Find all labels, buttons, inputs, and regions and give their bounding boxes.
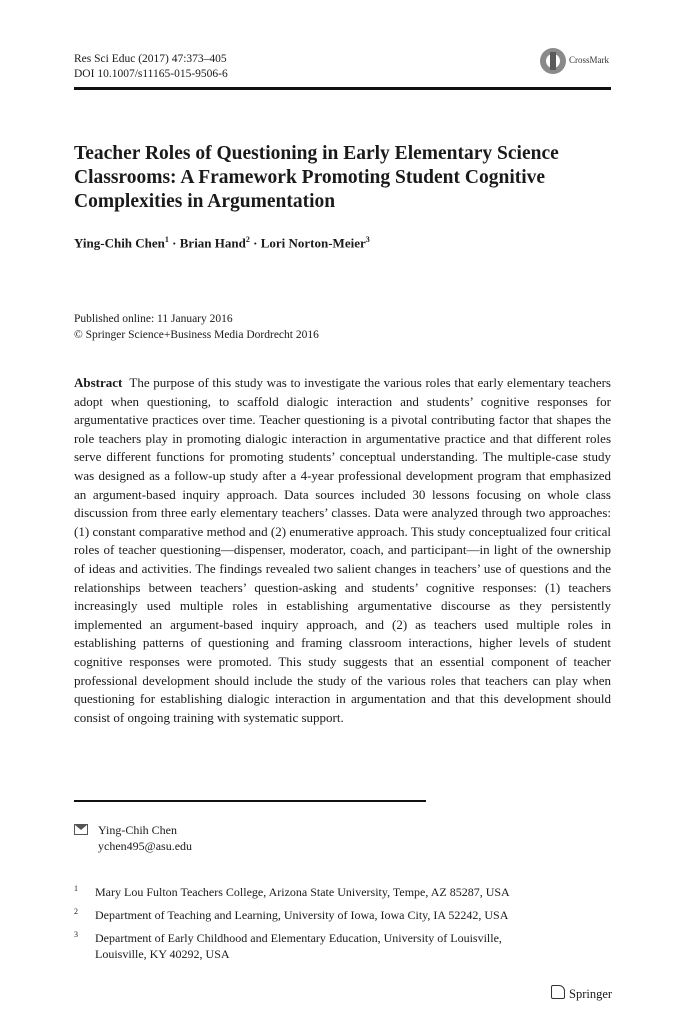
doi-line: DOI 10.1007/s11165-015-9506-6 (74, 68, 228, 80)
author-separator: · (253, 235, 258, 251)
header-divider (74, 87, 611, 90)
author-name[interactable]: Brian Hand (179, 235, 246, 251)
author-separator: · (172, 235, 177, 251)
abstract-label: Abstract (74, 375, 123, 390)
article-title: Teacher Roles of Questioning in Early Elementary Science Classrooms: A Framework Promoting Student Cognitive Complexities in Argumentation (74, 143, 559, 212)
affiliation-text: Mary Lou Fulton Teachers College, Arizona State University, Tempe, AZ 85287, USA (95, 885, 510, 899)
journal-line: Res Sci Educ (2017) 47:373–405 (74, 53, 227, 65)
publication-info (74, 311, 319, 343)
publisher-logo (551, 985, 612, 1002)
journal-citation (74, 52, 228, 82)
corresponding-email[interactable]: ychen495@asu.edu (98, 839, 193, 853)
footnote-divider (74, 800, 426, 802)
publisher-name: Springer (569, 987, 613, 1001)
correspondence (74, 822, 192, 854)
affiliation-text: Department of Early Childhood and Elementary Education, University of Louisville, Louisville, KY 40292, USA (95, 931, 502, 961)
published-date: Published online: 11 January 2016 (74, 313, 233, 325)
affiliation (74, 930, 544, 962)
author-name[interactable]: Lori Norton-Meier (260, 235, 366, 251)
author-name[interactable]: Ying-Chih Chen (74, 235, 165, 251)
author-affiliation-marker: 3 (365, 235, 370, 244)
corresponding-author: Ying-Chih Chen (98, 823, 178, 837)
crossmark-icon (540, 48, 566, 74)
affiliation-number: 3 (74, 930, 78, 939)
affiliation (74, 884, 594, 900)
affiliation-text: Department of Teaching and Learning, University of Iowa, Iowa City, IA 52242, USA (95, 908, 509, 922)
affiliation (74, 907, 594, 923)
envelope-icon (74, 824, 88, 835)
abstract (74, 374, 611, 727)
springer-horse-icon (551, 985, 565, 999)
crossmark-label: CrossMark (569, 55, 609, 65)
author-list (74, 235, 370, 251)
crossmark-badge[interactable] (540, 48, 615, 78)
author-affiliation-marker: 1 (164, 235, 169, 244)
affiliation-number: 1 (74, 884, 78, 893)
copyright-notice: © Springer Science+Business Media Dordrecht 2016 (74, 329, 319, 341)
author-affiliation-marker: 2 (245, 235, 250, 244)
affiliation-number: 2 (74, 907, 78, 916)
abstract-text: The purpose of this study was to investigate the various roles that early elementary teachers adopt when questioning, to scaffold dialogic interaction and students’ cognitive responses for argumentative practices over time. Teacher questioning is a pivotal contributing factor that shapes the role teachers play in promoting dialogic interaction in argumentative practice and that different roles serve different functions for promoting students’ conceptual understanding. The multiple-case study was designed as a follow-up study after a 4-year professional development program that emphasized an argument-based inquiry approach. Data sources included 30 lessons focusing on whole class discussion from three early elementary teachers’ classes. Data were analyzed through two approaches: (1) constant comparative method and (2) enumerative approach. This study conceptualized four critical roles of teacher questioning—dispenser, moderator, coach, and participant—in light of the ownership of ideas and activities. The findings revealed two salient changes in teachers’ use of questions and the relationships between teachers’ question-asking and students’ cognitive responses: (1) teachers increasingly used multiple roles in establishing argumentative discourse as they persistently implemented an argument-based inquiry approach, and (2) as teachers used multiple roles in establishing patterns of questioning and framing classroom interactions, higher levels of student cognitive responses were promoted. This study suggests that an essential component of teacher professional development should include the study of the various roles that teachers can play when questioning for establishing dialogic interaction in argumentation and that this development should consist of ongoing training with systematic support. (74, 375, 611, 725)
